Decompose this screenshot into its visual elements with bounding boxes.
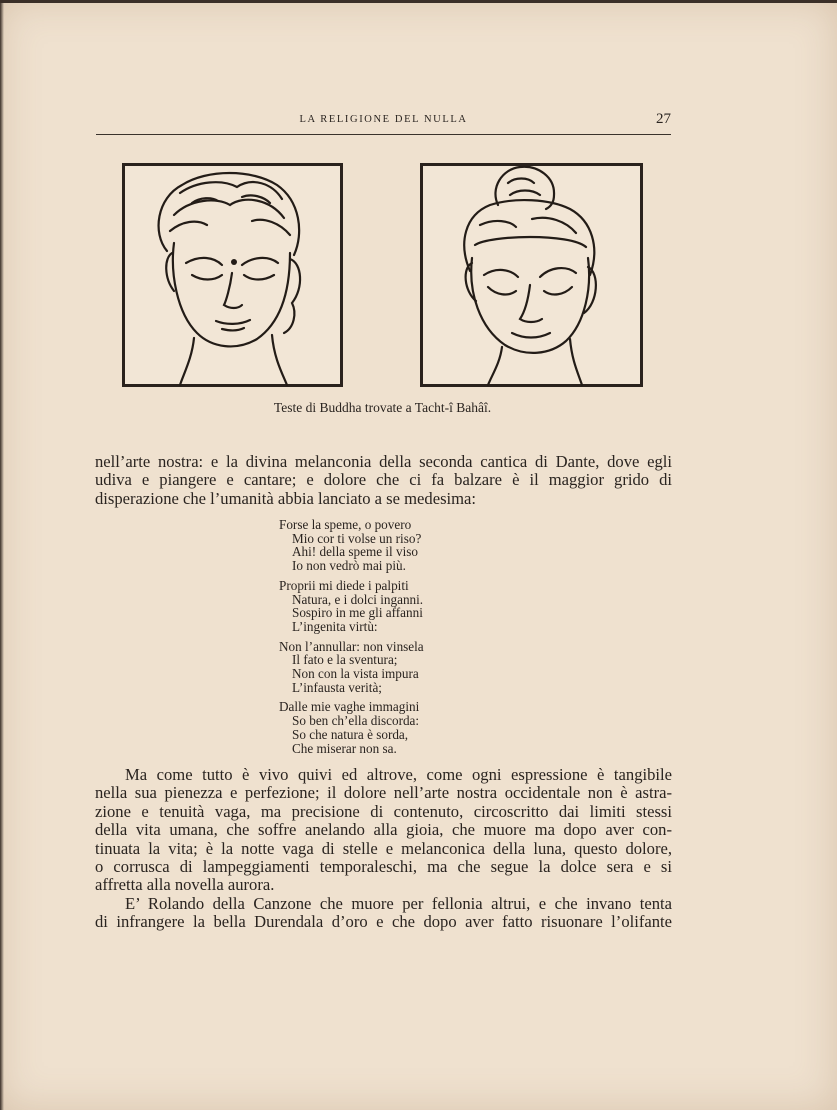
text-line: nella sua pienezza e perfezione; il dolore nell’arte nostra occidentale non è astra-	[95, 783, 672, 803]
poem-verse: Natura, e i dolci inganni.	[292, 591, 424, 607]
poem-verse: Ahi! della speme il viso	[292, 544, 418, 560]
paragraph-3	[95, 895, 672, 932]
poem-stanza	[279, 579, 424, 634]
text-line: E’ Rolando della Canzone che muore per fellonia altrui, e che invano tenta	[125, 894, 672, 913]
paragraph-1	[95, 453, 672, 508]
poem-verse: Dalle mie vaghe immagini	[279, 699, 420, 715]
buddha-head-icon	[122, 163, 343, 387]
poem-verse: Non con la vista impura	[292, 666, 419, 682]
poem-verse: Sospiro in me gli affanni	[292, 605, 423, 621]
text-line: tinuata la vita; è la notte vaga di stelle e melanconica della luna, questo dolore,	[95, 838, 672, 858]
poem-stanza	[279, 640, 424, 695]
text-line: udiva e piangere e cantare; e dolore che ci fa balzare è il maggior grido di	[95, 470, 672, 490]
poem-verse: Forse la speme, o povero	[279, 517, 412, 532]
page-edge	[0, 0, 4, 1110]
poem-verse: Mio cor ti volse un riso?	[292, 530, 422, 546]
page-number: 27	[656, 111, 671, 127]
buddha-head-right-figure	[420, 163, 643, 387]
text-line: Ma come tutto è vivo quivi ed altrove, come ogni espressione è tangibile	[125, 765, 672, 784]
text-line: della vita umana, che soffre anelando alla gioia, che muore ma dopo aver con-	[95, 820, 672, 840]
buddha-head-icon	[420, 163, 643, 387]
text-line: o corrusca di lampeggiamenti temporaleschi, ma che segue la dolce sera e si	[95, 857, 672, 877]
poem-stanza	[279, 700, 424, 755]
text-line: affretta alla novella aurora.	[95, 875, 275, 895]
running-head-title: LA RELIGIONE DEL NULLA	[299, 114, 468, 125]
poem	[279, 518, 424, 761]
poem-stanza	[279, 518, 424, 573]
paragraph-2	[95, 766, 672, 895]
text-line: zione e tenuità vaga, ma precisione di contenuto, circoscritto dai limiti stessi	[95, 801, 672, 821]
text-line: disperazione che l’umanità abbia lanciato a se medesima:	[95, 488, 477, 508]
page-edge	[0, 0, 837, 3]
running-head	[96, 112, 671, 135]
figure-caption: Teste di Buddha trovate a Tacht-î Bahâî.	[273, 400, 492, 415]
poem-verse: Non l’annullar: non vinsela	[279, 638, 424, 654]
text-line: di infrangere la bella Durendala d’oro e che dopo aver fatto risuonare l’olifante	[95, 912, 672, 932]
poem-verse: Il fato e la sventura;	[292, 652, 398, 668]
poem-verse: Che miserar non sa.	[292, 740, 397, 756]
poem-verse: So che natura è sorda,	[292, 726, 409, 742]
text-line: nell’arte nostra: e la divina melanconia della seconda cantica di Dante, dove egli	[95, 452, 672, 471]
poem-verse: Proprii mi diede i palpiti	[279, 577, 409, 593]
poem-verse: Io non vedrò mai più.	[292, 558, 406, 574]
poem-verse: So ben ch’ella discorda:	[292, 713, 420, 729]
poem-verse: L’infausta verità;	[292, 679, 382, 695]
poem-verse: L’ingenita virtù:	[292, 618, 378, 634]
buddha-head-left-figure	[122, 163, 343, 387]
